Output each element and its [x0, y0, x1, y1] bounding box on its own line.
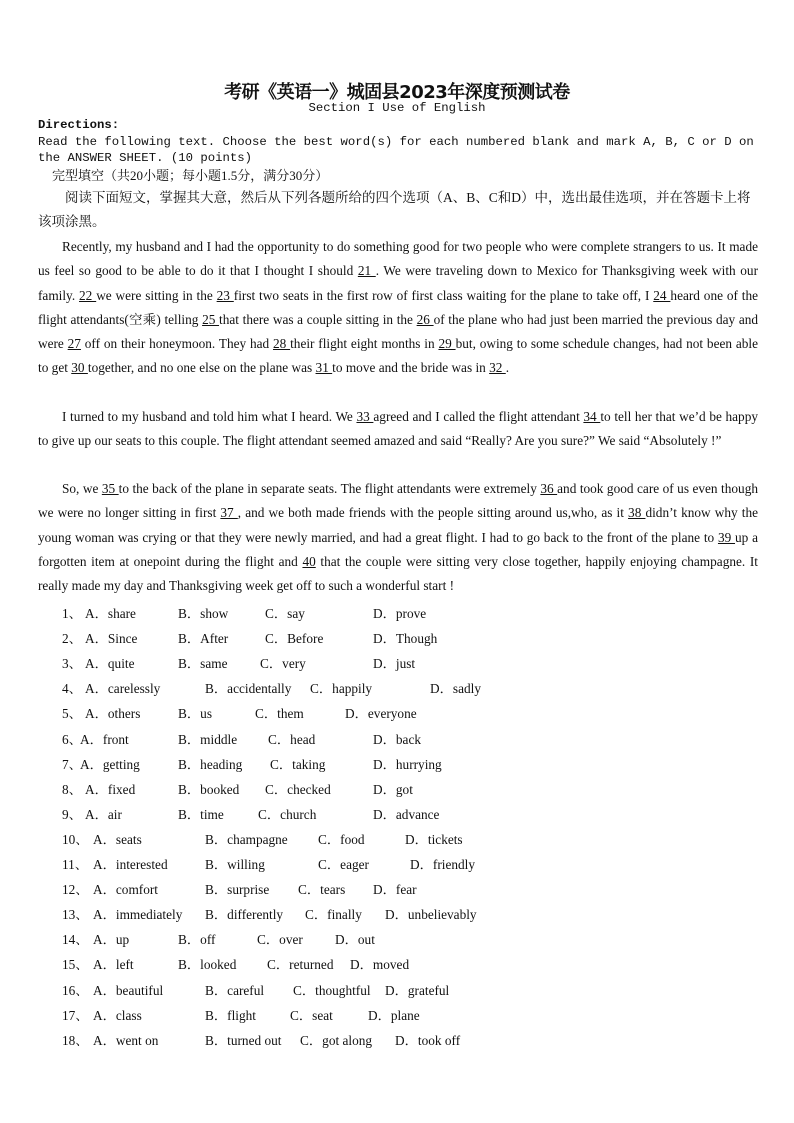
option-d[interactable]: D．fear — [373, 882, 417, 898]
question-number: 5、 — [62, 706, 82, 722]
option-c[interactable]: C．church — [258, 806, 317, 822]
option-d[interactable]: D．took off — [395, 1032, 461, 1048]
option-c[interactable]: C．say — [265, 606, 305, 621]
question-number: 14、 — [62, 932, 89, 948]
option-c[interactable]: C．got along — [300, 1032, 373, 1048]
passage-paragraph-1 — [38, 235, 758, 381]
passage-text: . We were traveling down to Mexico for Thanksgiving week with our family. — [38, 263, 759, 303]
option-a[interactable]: A．share — [85, 606, 136, 621]
answer-blank: 36 — [540, 481, 558, 496]
option-c[interactable]: C．seat — [290, 1007, 333, 1023]
question-number: 4、 — [62, 681, 82, 697]
passage-text: to the back of the plane in separate seats. The flight attendants were extremely — [118, 481, 541, 496]
option-b[interactable]: B．flight — [205, 1007, 256, 1023]
question-number: 6、 — [62, 731, 82, 747]
question-number: 10、 — [62, 831, 89, 847]
option-c[interactable]: C．very — [260, 656, 306, 672]
option-d[interactable]: D．grateful — [385, 982, 450, 998]
option-d[interactable]: D．prove — [373, 606, 427, 621]
passage-text: heard one of the flight attendants(空乘) telling — [38, 287, 759, 327]
passage-text: , and we both made friends with the people sitting around us,who, as it — [237, 505, 629, 521]
option-b[interactable]: B．After — [178, 631, 229, 647]
option-c[interactable]: C．returned — [267, 957, 334, 973]
option-b[interactable]: B．surprise — [205, 882, 270, 898]
answer-blank: 31 — [315, 360, 333, 376]
answer-blank: 28 — [272, 336, 291, 352]
passage-paragraph-2 — [38, 405, 758, 454]
passage-text: of the plane who had just been married the previous day and were — [38, 311, 759, 352]
answer-blank: 24 — [653, 287, 671, 303]
passage-text: off on their honeymoon. They had — [80, 336, 273, 352]
option-b[interactable]: B．booked — [178, 781, 240, 797]
section-heading: Section I Use of English — [308, 101, 486, 115]
passage-text: together, and no one else on the plane was — [87, 360, 316, 376]
intro-instructions: 阅读下面短文，掌握其大意，然后从下列各题所给的四个选项（A、B、C和D）中，选出最佳选项，并在答题卡上将该项涂黑。 — [38, 190, 751, 229]
question-number: 12、 — [62, 882, 89, 898]
option-a[interactable]: A．up — [93, 932, 130, 948]
option-b[interactable]: B．us — [178, 706, 212, 722]
option-b[interactable]: B．off — [178, 932, 216, 948]
option-b[interactable]: B．time — [178, 806, 224, 822]
option-d[interactable]: D．just — [373, 656, 416, 672]
answer-blank: 26 — [416, 311, 434, 327]
option-a[interactable]: A．carelessly — [85, 681, 161, 697]
option-b[interactable]: B．careful — [205, 982, 265, 998]
option-a[interactable]: A．interested — [93, 857, 168, 872]
option-b[interactable]: B．differently — [205, 907, 284, 923]
option-d[interactable]: D．plane — [368, 1007, 420, 1023]
option-a[interactable]: A．fixed — [85, 781, 136, 797]
answer-blank: 37 — [220, 505, 238, 521]
question-number: 7、 — [62, 756, 82, 772]
question-number: 18、 — [62, 1032, 89, 1048]
question-number: 3、 — [62, 656, 82, 672]
option-d[interactable]: D．Though — [373, 631, 438, 647]
question-number: 11、 — [62, 857, 89, 872]
option-d[interactable]: D．friendly — [410, 857, 475, 872]
passage-text: I turned to my husband and told him what I heard. We — [62, 409, 357, 424]
option-d[interactable]: D．got — [373, 781, 413, 797]
question-number: 9、 — [62, 806, 82, 822]
option-c[interactable]: C．them — [255, 706, 304, 722]
passage-text: to move and the bride was in — [332, 360, 490, 376]
answer-blank: 23 — [216, 287, 234, 303]
option-c[interactable]: C．over — [257, 932, 303, 948]
question-number: 13、 — [62, 907, 89, 923]
passage-text: So, we — [62, 481, 102, 496]
passage-text: first two seats in the first row of first class waiting for the plane to take off, I — [233, 287, 654, 303]
answer-blank: 34 — [583, 409, 601, 424]
option-d[interactable]: D．out — [335, 932, 375, 948]
directions-label: Directions: — [38, 118, 120, 132]
answer-blank: 29 — [438, 336, 456, 352]
option-a[interactable]: A．class — [93, 1007, 142, 1023]
answer-blank: 35 — [101, 481, 119, 496]
option-a[interactable]: A．immediately — [93, 907, 183, 923]
option-d[interactable]: D．hurrying — [373, 756, 442, 772]
passage-text: Recently, my husband and I had the opportunity to do something good for two people who were complete strangers to us. It made us feel so good to be able to do it that I thought I should — [38, 239, 758, 279]
option-a[interactable]: A．beautiful — [93, 982, 164, 998]
question-number: 16、 — [62, 982, 89, 998]
option-b[interactable]: B．willing — [205, 857, 265, 872]
answer-blank: 30 — [71, 360, 88, 376]
option-d[interactable]: D．sadly — [430, 681, 481, 697]
option-b[interactable]: B．accidentally — [205, 681, 292, 697]
passage-text: that there was a couple sitting in the — [219, 311, 417, 327]
option-d[interactable]: D．moved — [350, 957, 410, 973]
option-c[interactable]: C．finally — [305, 907, 362, 923]
option-c[interactable]: C．head — [268, 731, 316, 747]
passage-text: their flight eight months in — [290, 336, 439, 352]
option-a[interactable]: A．front — [80, 731, 129, 747]
passage-text: to tell her that we’d be happy to give up our seats to this couple. The flight attendant seemed amazed and said “Really? Are you sure?” We said “Absolutely !” — [38, 409, 758, 449]
option-c[interactable]: C．Before — [265, 631, 324, 647]
option-a[interactable]: A．went on — [93, 1032, 159, 1048]
passage-text: and took good care of us even though we were no longer sitting in first — [38, 481, 758, 521]
directions-text: Read the following text. Choose the best word(s) for each numbered blank and mark A, B, C or D on the ANSWER SHEET. (10 points) — [38, 135, 754, 165]
option-b[interactable]: B．looked — [178, 957, 237, 973]
question-number: 2、 — [62, 631, 82, 647]
option-d[interactable]: D．unbelievably — [385, 907, 477, 923]
option-c[interactable]: C．happily — [310, 681, 373, 697]
option-d[interactable]: D．back — [373, 731, 421, 747]
option-c[interactable]: C．tears — [298, 882, 346, 898]
answer-blank: 38 — [628, 505, 646, 521]
passage-text: but, owing to some schedule changes, had not been able to get — [38, 336, 758, 376]
option-b[interactable]: B．show — [178, 606, 229, 621]
answer-blank: 40 — [302, 553, 316, 569]
option-b[interactable]: B．middle — [178, 731, 238, 747]
passage-text: agreed and I called the flight attendant — [373, 409, 584, 424]
option-a[interactable]: A．others — [85, 706, 141, 722]
option-c[interactable]: C．thoughtful — [293, 982, 371, 998]
passage-text: we were sitting in the — [96, 287, 217, 303]
question-number: 17、 — [62, 1007, 89, 1023]
cloze-header: 完型填空（共20小题；每小题1.5分，满分30分） — [52, 168, 329, 183]
option-a[interactable]: A．getting — [80, 756, 140, 772]
option-b[interactable]: B．heading — [178, 756, 243, 772]
option-a[interactable]: A．left — [93, 957, 134, 973]
passage-text: that the couple were sitting very close together, happily enjoying champagne. It really made my day and Thanksgiving week get off to such a wonderful start ! — [38, 553, 758, 594]
option-d[interactable]: D．everyone — [345, 706, 417, 722]
answer-blank: 21 — [357, 263, 376, 279]
answer-blank: 22 — [79, 287, 97, 303]
passage-text: up a forgotten item at onepoint during the flight and — [38, 529, 758, 569]
option-d[interactable]: D．tickets — [405, 831, 463, 847]
answer-blank: 33 — [356, 409, 374, 424]
answer-blank: 39 — [717, 529, 736, 545]
option-c[interactable]: C．food — [318, 831, 365, 847]
option-a[interactable]: A．Since — [85, 631, 138, 647]
passage-text: didn’t know why the young woman was crying or that they were newly married, and had a great flight. I had to go back to the front of the plane to — [38, 505, 758, 545]
option-a[interactable]: A．quite — [85, 656, 135, 672]
answer-blank: 27 — [67, 336, 81, 352]
option-a[interactable]: A．air — [85, 806, 122, 822]
option-c[interactable]: C．checked — [265, 781, 331, 797]
option-a[interactable]: A．seats — [93, 831, 142, 847]
option-d[interactable]: D．advance — [373, 806, 440, 822]
option-c[interactable]: C．taking — [270, 756, 326, 772]
question-number: 1、 — [62, 606, 82, 621]
option-c[interactable]: C．eager — [318, 857, 369, 872]
option-b[interactable]: B．turned out — [205, 1032, 282, 1048]
option-b[interactable]: B．champagne — [205, 831, 288, 847]
question-number: 8、 — [62, 781, 82, 797]
option-a[interactable]: A．comfort — [93, 882, 158, 898]
passage-text: . — [505, 360, 510, 376]
page-title: 考研《英语一》城固县2023年深度预测试卷 — [224, 82, 570, 103]
question-number: 15、 — [62, 957, 89, 973]
answer-blank: 32 — [489, 360, 506, 376]
answer-blank: 25 — [202, 311, 220, 327]
option-b[interactable]: B．same — [178, 656, 228, 672]
passage-paragraph-3 — [38, 477, 758, 598]
